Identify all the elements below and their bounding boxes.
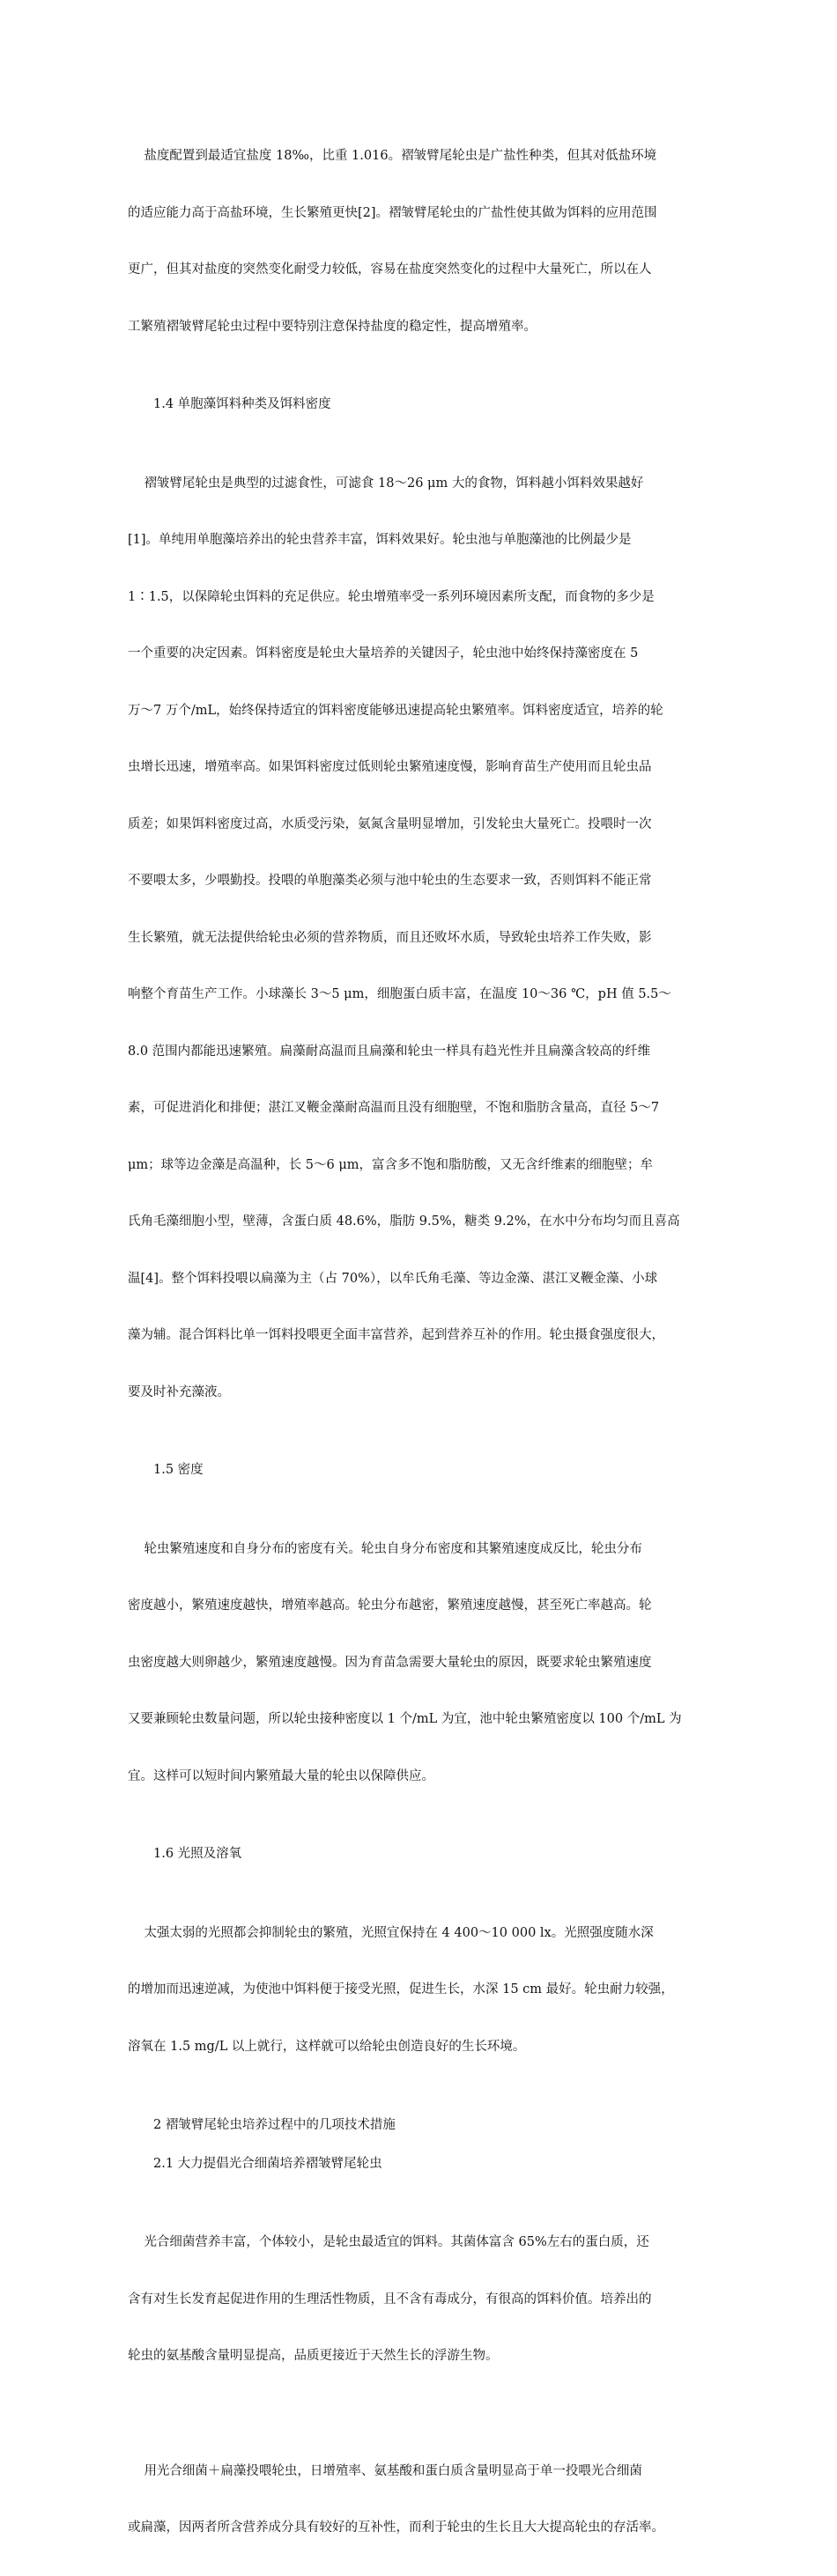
section-heading-1-6: 1.6 光照及溶氧: [153, 1847, 242, 1861]
text-line: 工繁殖褶皱臂尾轮虫过程中要特别注意保持盐度的稳定性，提高增殖率。: [128, 319, 537, 334]
text-line: 轮虫的氨基酸含量明显提高，品质更接近于天然生长的浮游生物。: [128, 2349, 499, 2363]
section-heading-2-1: 2.1 大力提倡光合细菌培养褶皱臂尾轮虫: [153, 2156, 382, 2171]
section-heading-1-5: 1.5 密度: [153, 1463, 204, 1477]
document-page: [128, 109, 718, 2576]
text-line: 响整个育苗生产工作。小球藻长 3～5 μm，细胞蛋白质丰富，在温度 10～36 ℃，pH 值 5.5～: [128, 987, 671, 1001]
text-line: 更广，但其对盐度的突然变化耐受力较低，容易在盐度突然变化的过程中大量死亡，所以在人: [128, 262, 652, 277]
paragraph-photosynthetic-bacteria: [128, 2196, 718, 2404]
text-line: 万～7 万个/mL，始终保持适宜的饵料密度能够迅速提高轮虫繁殖率。饵料密度适宜，培养的轮: [128, 703, 663, 718]
text-line: 褶皱臂尾轮虫是典型的过滤食性，可滤食 18～26 μm 大的食物，饵料越小饵料效果越好: [128, 476, 644, 491]
section-heading-2: 2 褶皱臂尾轮虫培养过程中的几项技术措施: [153, 2118, 396, 2132]
text-line: 密度越小，繁殖速度越快，增殖率越高。轮虫分布越密，繁殖速度越慢，甚至死亡率越高。轮: [128, 1598, 652, 1613]
text-line: [1]。单纯用单胞藻培养出的轮虫营养丰富，饵料效果好。轮虫池与单胞藻池的比例最少是: [128, 533, 632, 547]
text-line: 素，可促进消化和排便；湛江叉鞭金藻耐高温而且没有细胞壁，不饱和脂肪含量高，直径 5～7: [128, 1101, 660, 1115]
text-line: 轮虫繁殖速度和自身分布的密度有关。轮虫自身分布密度和其繁殖速度成反比，轮虫分布: [128, 1541, 642, 1556]
text-line: 8.0 范围内都能迅速繁殖。扁藻耐高温而且扁藻和轮虫一样具有趋光性并且扁藻含较高的纤维: [128, 1044, 651, 1059]
text-line: 虫密度越大则卵越少，繁殖速度越慢。因为育苗急需要大量轮虫的原因，既要求轮虫繁殖速度: [128, 1655, 652, 1670]
text-line: 氏角毛藻细胞小型，壁薄，含蛋白质 48.6%，脂肪 9.5%，糖类 9.2%，在水中分布均匀而且喜高: [128, 1214, 680, 1229]
paragraph-mixed-feeding: [128, 2425, 718, 2576]
text-line: 不要喂太多，少喂勤投。投喂的单胞藻类必须与池中轮虫的生态要求一致，否则饵料不能正常: [128, 874, 652, 888]
text-line: 含有对生长发育起促进作用的生理活性物质，且不含有毒成分，有很高的饵料价值。培养出的: [128, 2292, 652, 2307]
text-line: 宜。这样可以短时间内繁殖最大量的轮虫以保障供应。: [128, 1768, 434, 1783]
text-line: 或扁藻，因两者所含营养成分具有较好的互补性，而利于轮虫的生长且大大提高轮虫的存活率。: [128, 2521, 664, 2535]
text-line: 质差；如果饵料密度过高，水质受污染，氨氮含量明显增加，引发轮虫大量死亡。投喂时一次: [128, 816, 652, 831]
text-line: 虫增长迅速，增殖率高。如果饵料密度过低则轮虫繁殖速度慢，影响育苗生产使用而且轮虫品: [128, 760, 652, 774]
text-line: 溶氧在 1.5 mg/L 以上就行，这样就可以给轮虫创造良好的生长环境。: [128, 2039, 526, 2054]
text-line: 盐度配置到最适宜盐度 18‰，比重 1.016。褶皱臂尾轮虫是广盐性种类，但其对低盐环境: [128, 149, 657, 163]
paragraph-light-oxygen: [128, 1886, 718, 2095]
text-line: 藻为辅。混合饵料比单一饵料投喂更全面丰富营养，起到营养互补的作用。轮虫摄食强度很大，: [128, 1328, 664, 1342]
text-line: 生长繁殖，就无法提供给轮虫必须的营养物质，而且还败坏水质，导致轮虫培养工作失败，影: [128, 930, 652, 945]
text-line: 要及时补充藻液。: [128, 1384, 230, 1399]
paragraph-salinity: [128, 109, 718, 374]
text-line: 的增加而迅速逆减，为使池中饵料便于接受光照，促进生长，水深 15 cm 最好。轮虫耐力较强，: [128, 1982, 674, 1997]
text-line: 用光合细菌＋扁藻投喂轮虫，日增殖率、氨基酸和蛋白质含量明显高于单一投喂光合细菌: [128, 2463, 642, 2478]
paragraph-feed-density: [128, 437, 718, 1441]
text-line: 又要兼顾轮虫数量问题，所以轮虫接种密度以 1 个/mL 为宜，池中轮虫繁殖密度以 100 个/mL 为: [128, 1712, 682, 1726]
text-line: μm；球等边金藻是高温种，长 5～6 μm，富含多不饱和脂肪酸，又无含纤维素的细胞壁；牟: [128, 1157, 654, 1172]
paragraph-density: [128, 1502, 718, 1825]
text-line: 温[4]。整个饵料投喂以扁藻为主（占 70%），以牟氏角毛藻、等边金藻、湛江叉鞭金藻、小球: [128, 1271, 658, 1286]
section-heading-1-4: 1.4 单胞藻饵料种类及饵料密度: [153, 397, 331, 411]
text-line: 光合细菌营养丰富，个体较小，是轮虫最适宜的饵料。其菌体富含 65%左右的蛋白质，还: [128, 2235, 649, 2249]
text-line: 太强太弱的光照都会抑制轮虫的繁殖，光照宜保持在 4 400～10 000 lx。光照强度随水深: [128, 1925, 654, 1940]
text-line: 1∶1.5，以保障轮虫饵料的充足供应。轮虫增殖率受一系列环境因素所支配，而食物的多少是: [128, 589, 655, 604]
text-line: 一个重要的决定因素。饵料密度是轮虫大量培养的关键因子，轮虫池中始终保持藻密度在 5: [128, 646, 639, 661]
text-line: 的适应能力高于高盐环境，生长繁殖更快[2]。褶皱臂尾轮虫的广盐性使其做为饵料的应用范围: [128, 205, 657, 220]
